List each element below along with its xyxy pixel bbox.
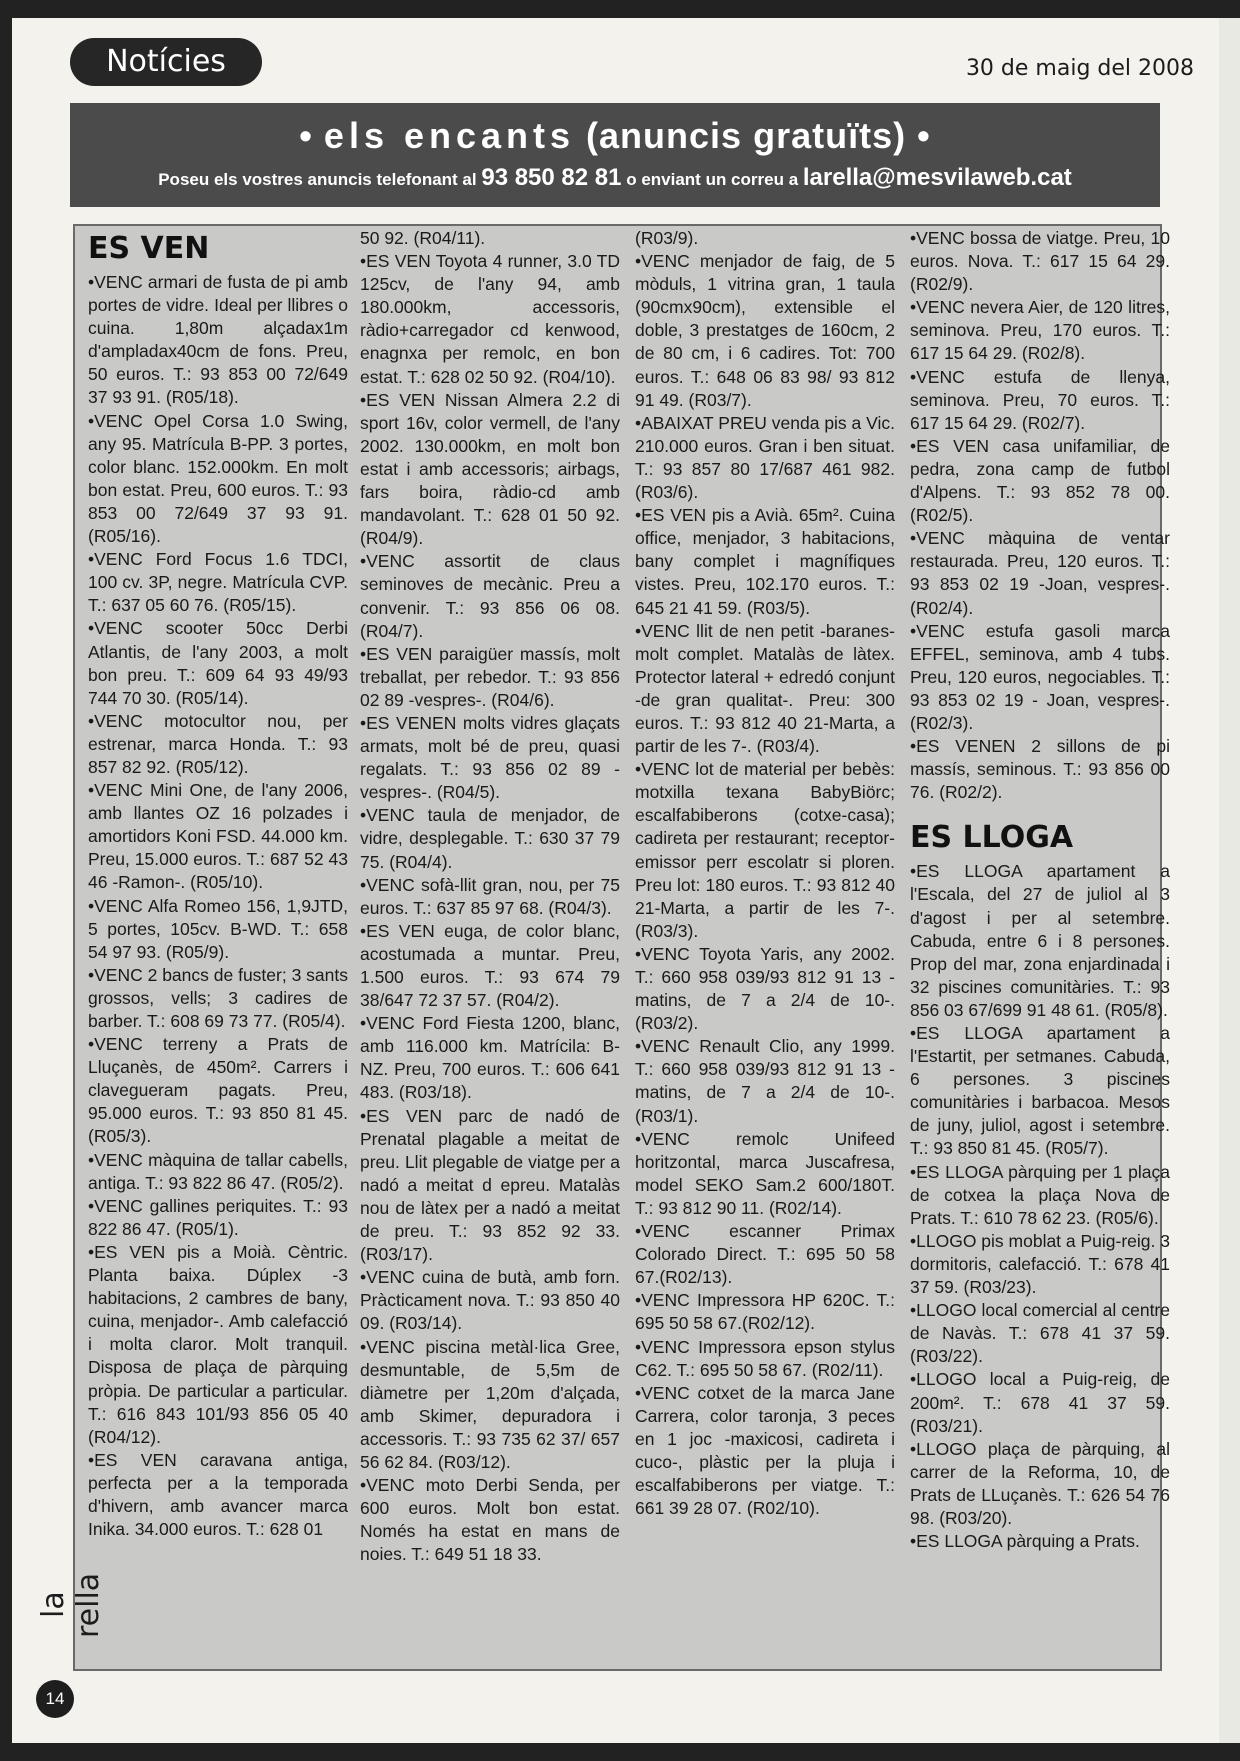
classified-ad: •VENC Opel Corsa 1.0 Swing, any 95. Matrícula B-PP. 3 portes, color blanc. 152.000km. En molt bon estat. Preu, 600 euros. T.: 93 853 00 72/649 37 93 91. (R05/16). [88,410,348,547]
classified-ad: •VENC 2 bancs de fuster; 3 sants grossos, vells; 3 cadires de barber. T.: 608 69 73 77. (R05/4). [88,964,348,1031]
classified-ad: •VENC Mini One, de l'any 2006, amb llantes OZ 16 polzades i amortidors Koni FSD. 44.000 km. Preu, 15.000 euros. T.: 687 52 43 46 -Ramon-. (R05/10). [88,780,348,893]
next-page-edge [1219,18,1240,1743]
classified-ad: •ES VENEN molts vidres glaçats armats, molt bé de preu, quasi regalats. T.: 93 856 02 89 -vespres-. (R04/5). [360,712,620,803]
classified-ad: •VENC terreny a Prats de Lluçanès, de 450m². Carrers i clavegueram pagats. Preu, 95.000 euros. T.: 93 850 81 45. (R05/3). [88,1034,348,1147]
classified-ad: •VENC màquina de ventar restaurada. Preu, 120 euros. T.: 93 853 02 19 -Joan, vespres-. (R02/4). [910,528,1170,618]
classified-ad: •VENC piscina metàl·lica Gree, desmuntable, de 5,5m de diàmetre per 1,20m d'alçada, amb Skimer, depuradora i accessoris. T.: 93 735 62 37/ 657 56 62 84. (R03/12). [360,1336,620,1472]
banner-title [70,115,1160,157]
classifieds-banner [70,103,1160,207]
classified-ad: •ES LLOGA pàrquing per 1 plaça de cotxea la plaça Nova de Prats. T.: 610 78 62 23. (R05/6). [910,1161,1170,1228]
classified-ad: •VENC escanner Primax Colorado Direct. T.: 695 50 58 67.(R02/13). [635,1221,895,1288]
classified-ad: •ES VEN paraigüer massís, molt treballat, per rebedor. T.: 93 856 02 89 -vespres-. (R04/6). [360,643,620,710]
column-1 [88,227,348,1667]
classified-ad: •ES VENEN 2 sillons de pi massís, seminous. T.: 93 856 00 76. (R02/2). [910,736,1170,803]
classified-ad: •ES VEN Nissan Almera 2.2 di sport 16v, color vermell, de l'any 2002. 130.000km, en molt bon estat i amb accessoris; airbags, fars boira, ràdio-cd amb mandavolant. T.: 628 01 50 92. (R04/9). [360,389,620,549]
subtitle-mid: o enviant un correu a [626,170,799,189]
column-2 [360,227,620,1667]
classified-ad: •LLOGO plaça de pàrquing, al carrer de la Reforma, 10, de Prats de LLuçanès. T.: 626 54 76 98. (R03/20). [910,1438,1170,1528]
classified-ad: •VENC taula de menjador, de vidre, desplegable. T.: 630 37 79 75. (R04/4). [360,805,620,872]
classified-ad: •VENC remolc Unifeed horitzontal, marca Juscafresa, model SEKO Sam.2 600/180T. T.: 93 812 90 11. (R02/14). [635,1128,895,1218]
classified-ad: •VENC estufa gasoli marca EFFEL, seminova, amb 4 tubs. Preu, 120 euros, negociables. T.: 93 853 02 19 - Joan, vespres-. (R02/3). [910,620,1170,733]
classified-ad: •VENC Impressora epson stylus C62. T.: 695 50 58 67. (R02/11). [635,1336,895,1380]
classified-ad: •LLOGO pis moblat a Puig-reig. 3 dormitoris, calefacció. T.: 678 41 37 59. (R03/23). [910,1230,1170,1298]
classified-ad: •VENC sofà-llit gran, nou, per 75 euros. T.: 637 85 97 68. (R04/3). [360,874,620,918]
bullet-left: • [299,115,313,156]
classified-ad: •ABAIXAT PREU venda pis a Vic. 210.000 euros. Gran i ben situat. T.: 93 857 80 17/687 461 982. (R03/6). [635,412,895,503]
classified-ad: •VENC lot de material per bebès: motxilla texana BabyBiörc; escalfabiberons (cotxe-casa); cadireta per restaurant; receptor-emissor perr escolatr si ploren. Preu lot: 180 euros. T.: 93 812 40 21-Marta, a partir de les 7-. (R03/3). [635,759,895,941]
classified-ad: •ES LLOGA apartament a l'Escala, del 27 de juliol al 3 d'agost i per al setembre. Cabuda, entre 6 i 8 persones. Prop del mar, zona enjardinada i 32 piscines comunitàries. T.: 93 856 03 67/699 91 48 61. (R05/8). [910,861,1170,1020]
classified-ad: •VENC Renault Clio, any 1999. T.: 660 958 039/93 812 91 13 -matins, de 7 a 2/4 de 10-. (R03/1). [635,1036,895,1126]
banner-subtitle [70,165,1160,193]
banner-title-paren: (anuncis gratuïts) [586,115,907,156]
classified-ad: •VENC Ford Fiesta 1200, blanc, amb 116.000 km. Matrícila: B-NZ. Preu, 700 euros. T.: 606 641 483. (R03/18). [360,1013,620,1103]
issue-date: 30 de maig del 2008 [965,56,1194,81]
classified-ad: •ES VEN caravana antiga, perfecta per a la temporada d'hivern, amb avancer marca Inika. 34.000 euros. T.: 628 01 [88,1449,348,1540]
classified-ad: •VENC moto Derbi Senda, per 600 euros. Molt bon estat. Només ha estat en mans de noies. T.: 649 51 18 33. [360,1475,620,1565]
classified-ad: •VENC motocultor nou, per estrenar, marca Honda. T.: 93 857 82 92. (R05/12). [88,710,348,777]
classified-ad: •VENC llit de nen petit -baranes- molt complet. Matalàs de làtex. Protector lateral + edredó conjunt -de gran qualitat-. Preu: 300 euros. T.: 93 812 40 21-Marta, a partir de les 7-. (R03/4). [635,620,895,757]
classified-ad: •ES VEN parc de nadó de Prenatal plagable a meitat de preu. Llit plegable de viatge per a nadó a meitat d epreu. Matalàs nou de làtex per a nadó a meitat de preu. T.: 93 852 92 33. (R03/17). [360,1105,620,1265]
classified-ad: •VENC màquina de tallar cabells, antiga. T.: 93 822 86 47. (R05/2). [88,1149,348,1193]
classified-ad: •VENC Impressora HP 620C. T.: 695 50 58 67.(R02/12). [635,1290,895,1334]
classified-ad: •ES VEN pis a Avià. 65m². Cuina office, menjador, 3 habitacions, bany complet i magnífiques vistes. Preu, 102.170 euros. T.: 645 21 41 59. (R03/5). [635,505,895,618]
classified-ad: •VENC estufa de llenya, seminova. Preu, 70 euros. T.: 617 15 64 29. (R02/7). [910,366,1170,433]
page-number-badge: 14 [36,1680,74,1718]
classified-ad: •ES LLOGA pàrquing a Prats. [910,1531,1140,1552]
publication-folio: la rella [36,1572,106,1638]
classified-ad: •VENC cuina de butà, amb forn. Pràcticament nova. T.: 93 850 40 09. (R03/14). [360,1267,620,1334]
classified-ad: •VENC assortit de claus seminoves de mecànic. Preu a convenir. T.: 93 856 06 08. (R04/7). [360,551,620,641]
classified-ad: •VENC scooter 50cc Derbi Atlantis, de l'any 2003, a molt bon preu. T.: 609 64 93 49/93 744 70 30. (R05/14). [88,618,348,708]
section-label: Notícies [70,38,262,86]
classified-ad: •ES VEN Toyota 4 runner, 3.0 TD 125cv, de l'any 94, amb 180.000km, accessoris, ràdio+carregador cd kenwood, enagnxa per remolc, en bon estat. T.: 628 02 50 92. (R04/10). [360,251,620,387]
column-4 [910,227,1170,1667]
classified-ad: •VENC bossa de viatge. Preu, 10 euros. Nova. T.: 617 15 64 29. (R02/9). [910,228,1170,295]
classified-ad: •ES LLOGA apartament a l'Estartit, per setmanes. Cabuda, 6 persones. 3 piscines comunitàries i barbacoa. Mesos de juny, juliol, agost i setembre. T.: 93 850 81 45. (R05/7). [910,1023,1170,1159]
classified-ad: •VENC nevera Aier, de 120 litres, seminova. Preu, 170 euros. T.: 617 15 64 29. (R02/8). [910,297,1170,364]
classified-ad: •ES VEN euga, de color blanc, acostumada a muntar. Preu, 1.500 euros. T.: 93 674 79 38/647 72 37 57. (R04/2). [360,920,620,1011]
classified-ad: •VENC gallines periquites. T.: 93 822 86 47. (R05/1). [88,1195,348,1239]
banner-title-main: els encants [323,115,576,156]
section-heading-es-lloga: ES LLOGA [910,820,1074,856]
classified-ad: •VENC menjador de faig, de 5 mòduls, 1 vitrina gran, 1 taula (90cmx90cm), extensible el doble, 3 prestatges de 160cm, 2 de 80 cm, i 6 cadires. Tot: 700 euros. T.: 648 06 83 98/ 93 812 91 49. (R03/7). [635,251,895,410]
classified-ad: •ES VEN casa unifamiliar, de pedra, zona camp de futbol d'Alpens. T.: 93 852 78 00. (R02/5). [910,435,1170,526]
contact-phone: 93 850 82 81 [481,164,622,191]
classified-ad: •VENC cotxet de la marca Jane Carrera, color taronja, 3 peces en 1 joc -maxicosi, cadireta i cuco-, plàstic per la pluja i escalfabiberons per viatge. T.: 661 39 28 07. (R02/10). [635,1382,895,1519]
classified-ad: •LLOGO local comercial al centre de Navàs. T.: 678 41 37 59. (R03/22). [910,1300,1170,1367]
section-heading-es-ven: ES VEN [88,231,210,266]
classified-ad: 50 92. (R04/11). [360,228,486,248]
classified-ad: •ES VEN pis a Moià. Cèntric. Planta baixa. Dúplex -3 habitacions, 2 cambres de bany, cuina, menjador-. Amb calefacció i molta claror. Molt tranquil. Disposa de plaça de pàrquing pròpia. De particular a particular. T.: 616 843 101/93 856 05 40 (R04/12). [88,1241,348,1447]
classified-ad: •VENC armari de fusta de pi amb portes de vidre. Ideal per llibres o cuina. 1,80m alçadax1m d'ampladax40cm de fons. Preu, 50 euros. T.: 93 853 00 72/649 37 93 91. (R05/18). [88,272,348,408]
bullet-right: • [917,115,931,156]
subtitle-lead: Poseu els vostres anuncis telefonant al [158,170,477,189]
classified-ad: •VENC Toyota Yaris, any 2002. T.: 660 958 039/93 812 91 13 -matins, de 7 a 2/4 de 10-. (R03/2). [635,943,895,1034]
classified-ad: (R03/9). [635,228,699,248]
classified-ad: •VENC Ford Focus 1.6 TDCI, 100 cv. 3P, negre. Matrícula CVP. T.: 637 05 60 76. (R05/15). [88,549,348,616]
column-3 [635,227,895,1667]
classified-ad: •VENC Alfa Romeo 156, 1,9JTD, 5 portes, 105cv. B-WD. T.: 658 54 97 93. (R05/9). [88,895,348,962]
contact-email[interactable]: larella@mesvilaweb.cat [802,164,1072,191]
classified-ad: •LLOGO local a Puig-reig, de 200m². T.: 678 41 37 59. (R03/21). [910,1369,1170,1436]
